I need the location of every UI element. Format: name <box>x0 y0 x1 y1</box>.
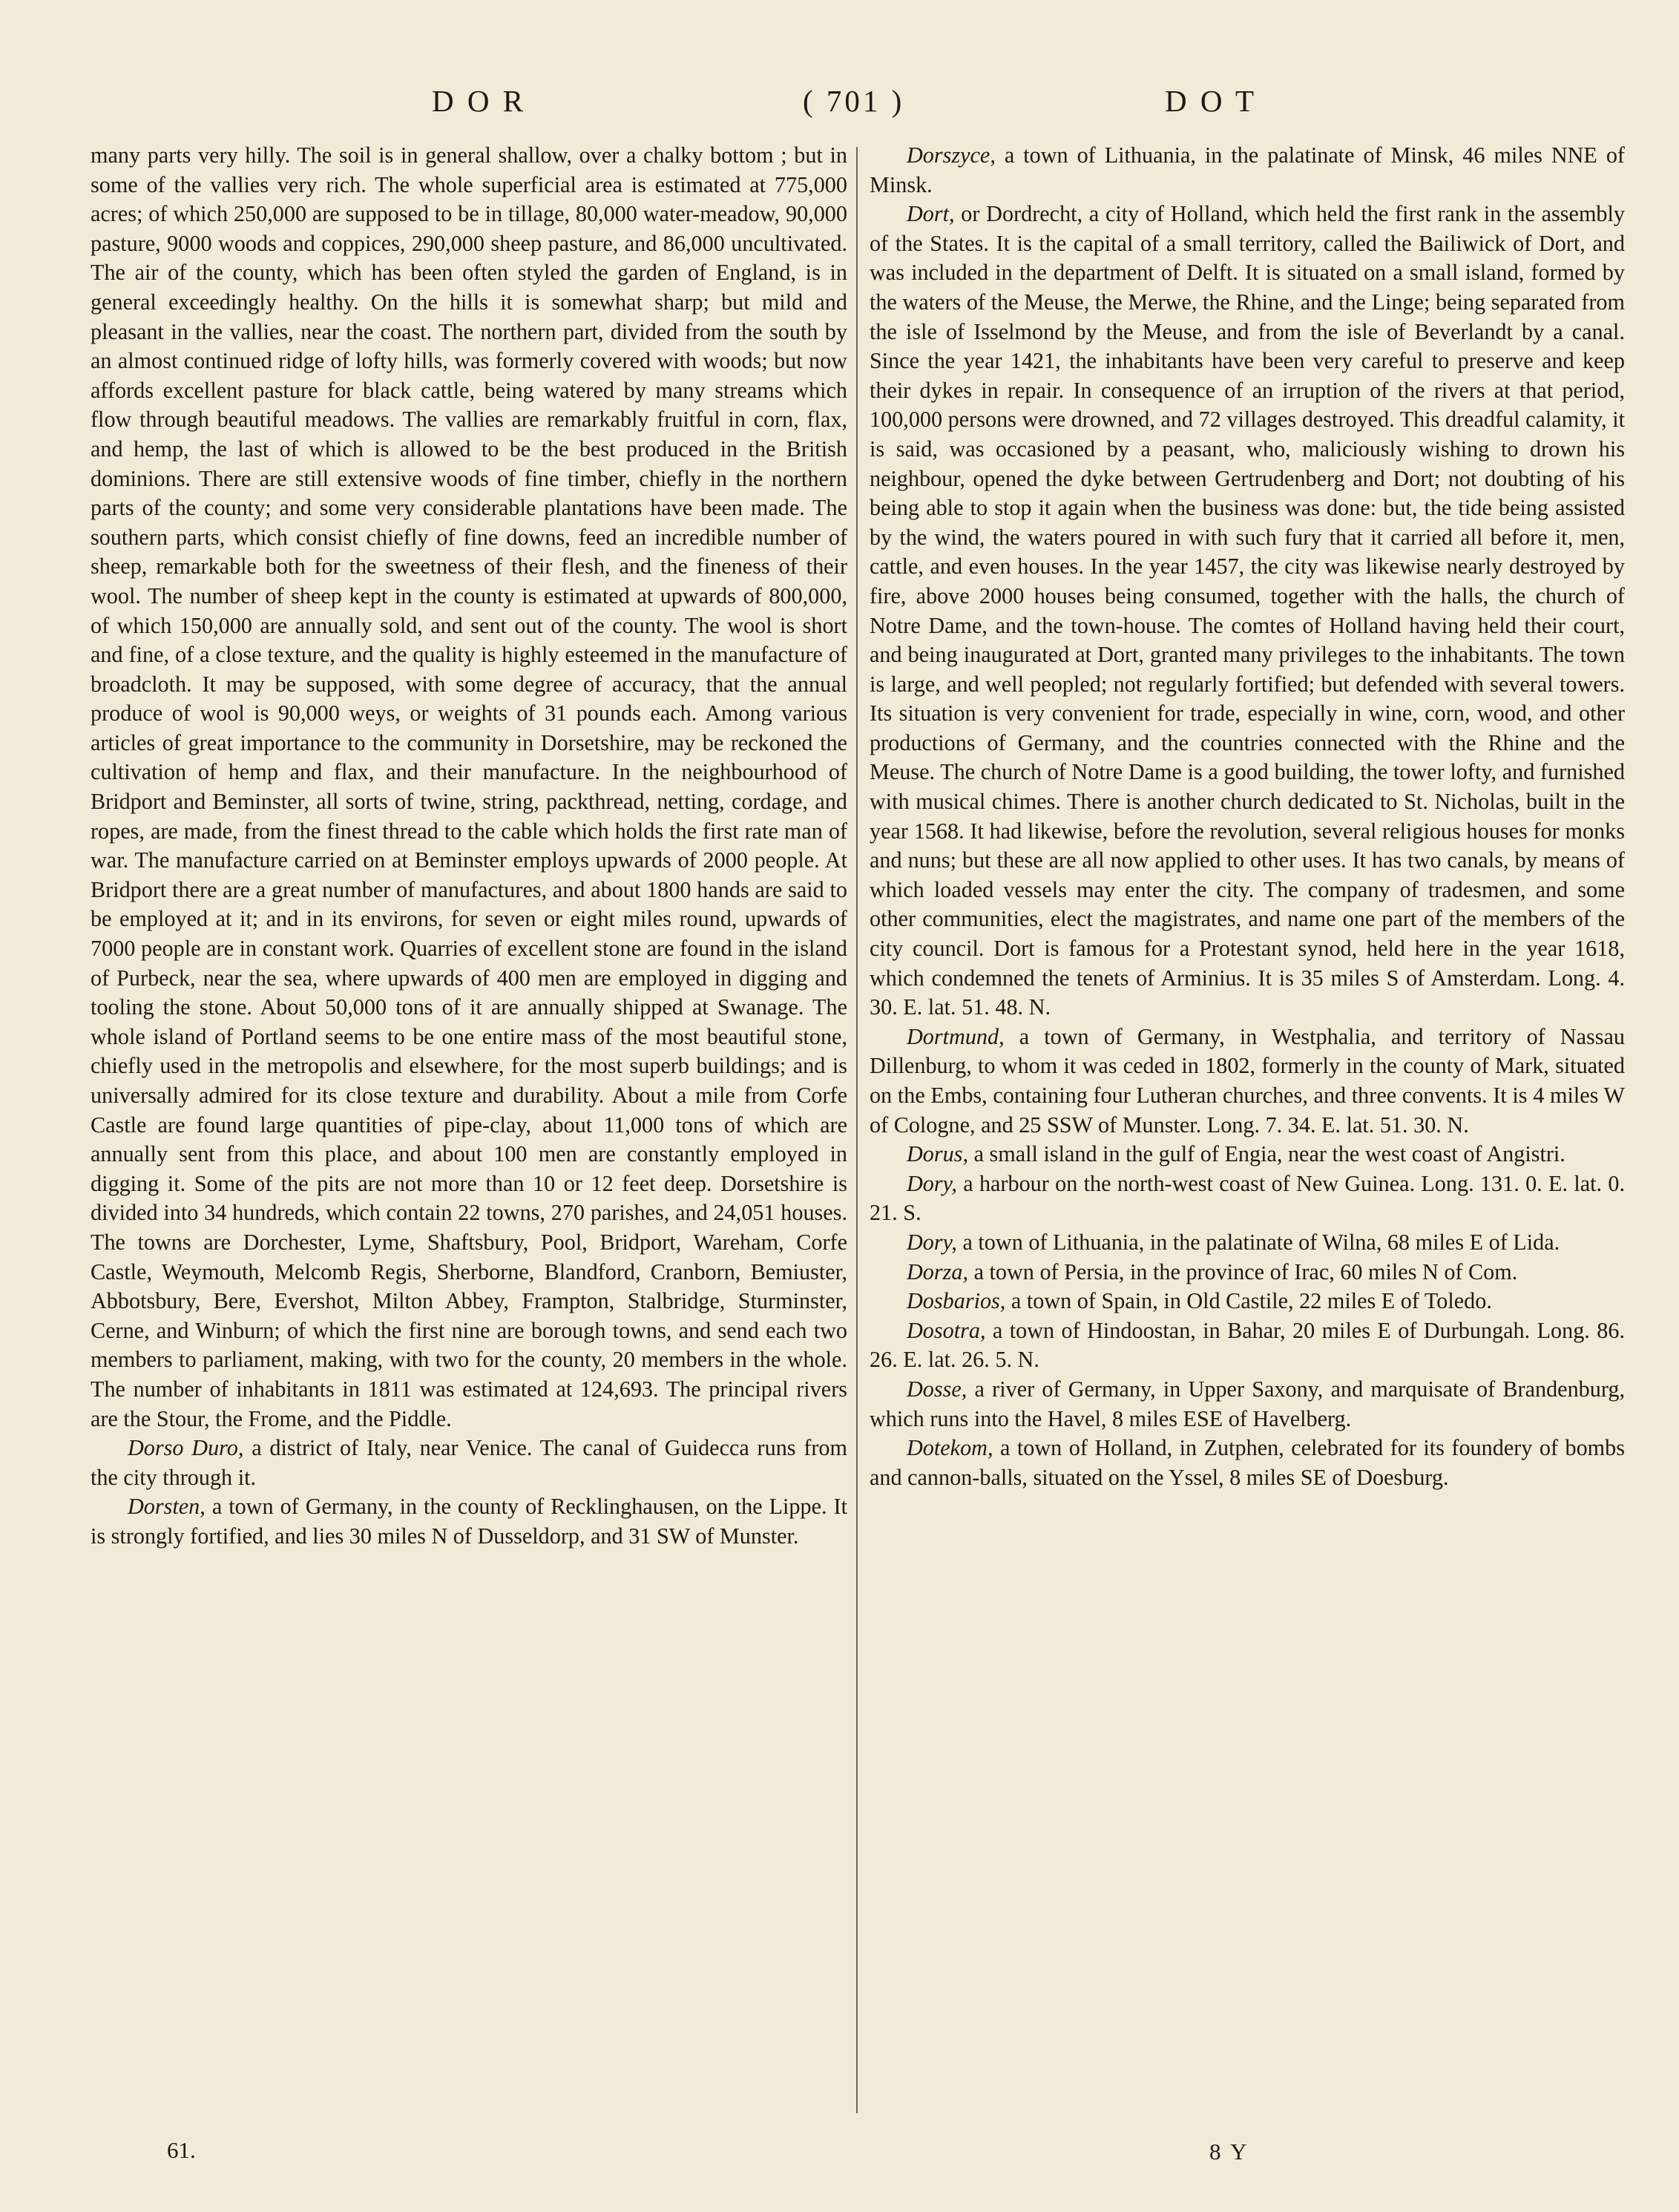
entry-text: a river of Germany, in Upper Saxony, and marquisate of Brandenburg, which runs into the Havel, 8 miles ESE of Havelberg. <box>870 1376 1625 1431</box>
right-column <box>870 141 1625 1492</box>
header-right: D O T <box>1165 84 1258 118</box>
signature-mark-left: 61. <box>167 2137 196 2163</box>
entry-text: a town of Holland, in Zutphen, celebrated for its foundery of bombs and cannon-balls, situated on the Yssel, 8 miles SE of Doesburg. <box>870 1435 1625 1490</box>
entry-text: or Dordrecht, a city of Holland, which held the first rank in the assembly of the States. It is the capital of a small territory, called the Bailiwick of Dort, and was included in the department of Delft. It is situated on a small island, formed by the waters of the Meuse, the Merwe, the Rhine, and the Linge; being separated from the isle of Isselmond by the Meuse, and from the isle of Beverlandt by a canal. Since the year 1421, the inhabitants have been very careful to preserve and keep their dykes in repair. In consequence of an irruption of the rivers at that period, 100,000 persons were drowned, and 72 villages destroyed. This dreadful calamity, it is said, was occasioned by a peasant, who, maliciously wishing to drown his neighbour, opened the dyke between Gertrudenberg and Dort; not doubting of his being able to stop it again when the business was done: but, the tide being assisted by the wind, the waters poured in with such fury that it carried all before it, men, cattle, and even houses. In the year 1457, the city was likewise nearly destroyed by fire, above 2000 houses being consumed, together with the halls, the church of Notre Dame, and the town-house. The comtes of Holland having held their court, and being inaugurated at Dort, granted many privileges to the inhabitants. The town is large, and well peopled; not regularly fortified; but defended with several towers. Its situation is very convenient for trade, especially in wine, corn, wood, and other productions of Germany, and the countries connected with the Rhine and the Meuse. The church of Notre Dame is a good building, the tower lofty, and furnished with musical chimes. There is another church dedicated to St. Nicholas, built in the year 1568. It had likewise, before the revolution, several religious houses for monks and nuns; but these are all now applied to other uses. It has two canals, by means of which loaded vessels may enter the city. The company of tradesmen, and some other communities, elect the magistrates, and name one part of the members of the city council. Dort is famous for a Protestant synod, held here in the year 1618, which condemned the tenets of Arminius. It is 35 miles S of Amsterdam. Long. 4. 30. E. lat. 51. 48. N. <box>870 201 1625 1020</box>
entry-headword: Dorso Duro, <box>128 1435 244 1461</box>
entry-headword: Dosotra, <box>907 1317 986 1343</box>
entry-dort <box>870 200 1625 1023</box>
entry-headword: Dorsten, <box>128 1494 206 1520</box>
running-header <box>0 83 1679 128</box>
column-divider <box>856 147 858 2113</box>
entry-headword: Dorza, <box>907 1258 969 1284</box>
entry-dosotra <box>870 1316 1625 1375</box>
entry-dorus <box>870 1140 1625 1169</box>
entry-headword: Dotekom, <box>907 1435 993 1461</box>
header-left: D O R <box>432 84 527 118</box>
entry-text: many parts very hilly. The soil is in general shallow, over a chalky bottom ; but in some of the vallies very rich. The whole superficial area is estimated at 775,000 acres; of which 250,000 are supposed to be in tillage, 80,000 water-meadow, 90,000 pasture, 9000 woods and coppices, 290,000 sheep pasture, and 86,000 uncultivated. The air of the county, which has been often styled the garden of England, is in general exceedingly healthy. On the hills it is somewhat sharp; but mild and pleasant in the vallies, near the coast. The northern part, divided from the south by an almost continued ridge of lofty hills, was formerly covered with woods; but now affords excellent pasture for black cattle, being watered by many streams which flow through beautiful meadows. The vallies are remarkably fruitful in corn, flax, and hemp, the last of which is allowed to be the best produced in the British dominions. There are still extensive woods of fine timber, chiefly in the northern parts of the county; and some very considerable plantations have been made. The southern parts, which consist chiefly of fine downs, feed an incredible number of sheep, remarkable both for the sweetness of their flesh, and the fineness of their wool. The number of sheep kept in the county is estimated at upwards of 800,000, of which 150,000 are annually sold, and sent out of the county. The wool is short and fine, of a close texture, and the quality is highly esteemed in the manufacture of broadcloth. It may be supposed, with some degree of accuracy, that the annual produce of wool is 90,000 weys, or weights of 31 pounds each. Among various articles of great importance to the community in Dorsetshire, may be reckoned the cultivation of hemp and flax, and their manufacture. In the neighbourhood of Bridport and Beminster, all sorts of twine, string, packthread, netting, cordage, and ropes, are made, from the finest thread to the cable which holds the first rate man of war. The manufacture carried on at Beminster employs upwards of 2000 people. At Bridport there are a great number of manufactures, and about 1800 hands are said to be employed at it; and in its environs, for seven or eight miles round, upwards of 7000 people are in constant work. Quarries of excellent stone are found in the island of Purbeck, near the sea, where upwards of 400 men are employed in digging and tooling the stone. About 50,000 tons of it are annually shipped at Swanage. The whole island of Portland seems to be one entire mass of the most beautiful stone, chiefly used in the metropolis and elsewhere, for the most superb buildings; and is universally admired for its close texture and durability. About a mile from Corfe Castle are found large quantities of pipe-clay, about 11,000 tons of which are annually sent from this place, and about 100 men are constantly employed in digging it. Some of the pits are not more than 10 or 12 feet deep. Dorsetshire is divided into 34 hundreds, which contain 22 towns, 270 parishes, and 24,051 houses. The towns are Dorchester, Lyme, Shaftsbury, Pool, Bridport, Wareham, Corfe Castle, Weymouth, Melcomb Regis, Sherborne, Blandford, Cranborn, Bemiuster, Abbotsbury, Bere, Evershot, Milton Abbey, Frampton, Stalbridge, Sturminster, Cerne, and Winburn; of which the first nine are borough towns, and send each two members to parliament, making, with two for the county, 20 members in the whole. The number of inhabitants in 1811 was estimated at 124,693. The principal rivers are the Stour, the Frome, and the Piddle. <box>91 142 847 1431</box>
entry-headword: Dosse, <box>907 1376 967 1402</box>
entry-dosbarios <box>870 1287 1625 1316</box>
entry-headword: Dorszyce, <box>907 142 996 168</box>
entry-dorset-continued <box>91 141 847 1434</box>
entry-dorszyce <box>870 141 1625 200</box>
entry-headword: Dortmund, <box>907 1023 1005 1049</box>
entry-dorso-duro <box>91 1434 847 1492</box>
entry-dotekom <box>870 1434 1625 1492</box>
entry-text: a town of Lithuania, in the palatinate of Minsk, 46 miles NNE of Minsk. <box>870 142 1625 197</box>
entry-dosse <box>870 1375 1625 1434</box>
entry-dory-harbour <box>870 1169 1625 1228</box>
signature-mark-right: 8 Y <box>1209 2139 1249 2165</box>
entry-text: a town of Hindoostan, in Bahar, 20 miles E of Durbungah. Long. 86. 26. E. lat. 26. 5. N. <box>870 1317 1625 1373</box>
entry-dortmund <box>870 1023 1625 1140</box>
entry-headword: Dosbarios, <box>907 1288 1006 1314</box>
entry-text: a small island in the gulf of Engia, near the west coast of Angistri. <box>968 1141 1565 1167</box>
entry-headword: Dorus, <box>907 1141 969 1167</box>
entry-text: a town of Germany, in the county of Recklinghausen, on the Lippe. It is strongly fortified, and lies 30 miles N of Dusseldorp, and 31 SW of Munster. <box>91 1494 847 1549</box>
entry-dorsten <box>91 1492 847 1551</box>
entry-text: a district of Italy, near Venice. The canal of Guidecca runs from the city through it. <box>91 1435 847 1490</box>
entry-text: a harbour on the north-west coast of New Guinea. Long. 131. 0. E. lat. 0. 21. S. <box>870 1170 1625 1226</box>
entry-headword: Dort, <box>907 201 955 227</box>
entry-headword: Dory, <box>907 1170 957 1196</box>
entry-text: a town of Spain, in Old Castile, 22 miles E of Toledo. <box>1005 1288 1492 1314</box>
entry-text: a town of Lithuania, in the palatinate of Wilna, 68 miles E of Lida. <box>956 1229 1560 1255</box>
left-column <box>91 141 847 1552</box>
entry-dorza <box>870 1258 1625 1287</box>
entry-text: a town of Persia, in the province of Irac, 60 miles N of Com. <box>968 1258 1518 1284</box>
entry-dory-town <box>870 1228 1625 1258</box>
page-number: ( 701 ) <box>803 84 905 118</box>
entry-headword: Dory, <box>907 1229 957 1255</box>
entry-text: a town of Germany, in Westphalia, and territory of Nassau Dillenburg, to whom it was ceded in 1802, formerly in the county of Mark, situated on the Embs, containing four Lutheran churches, and three convents. It is 4 miles W of Cologne, and 25 SSW of Munster. Long. 7. 34. E. lat. 51. 30. N. <box>870 1023 1625 1138</box>
